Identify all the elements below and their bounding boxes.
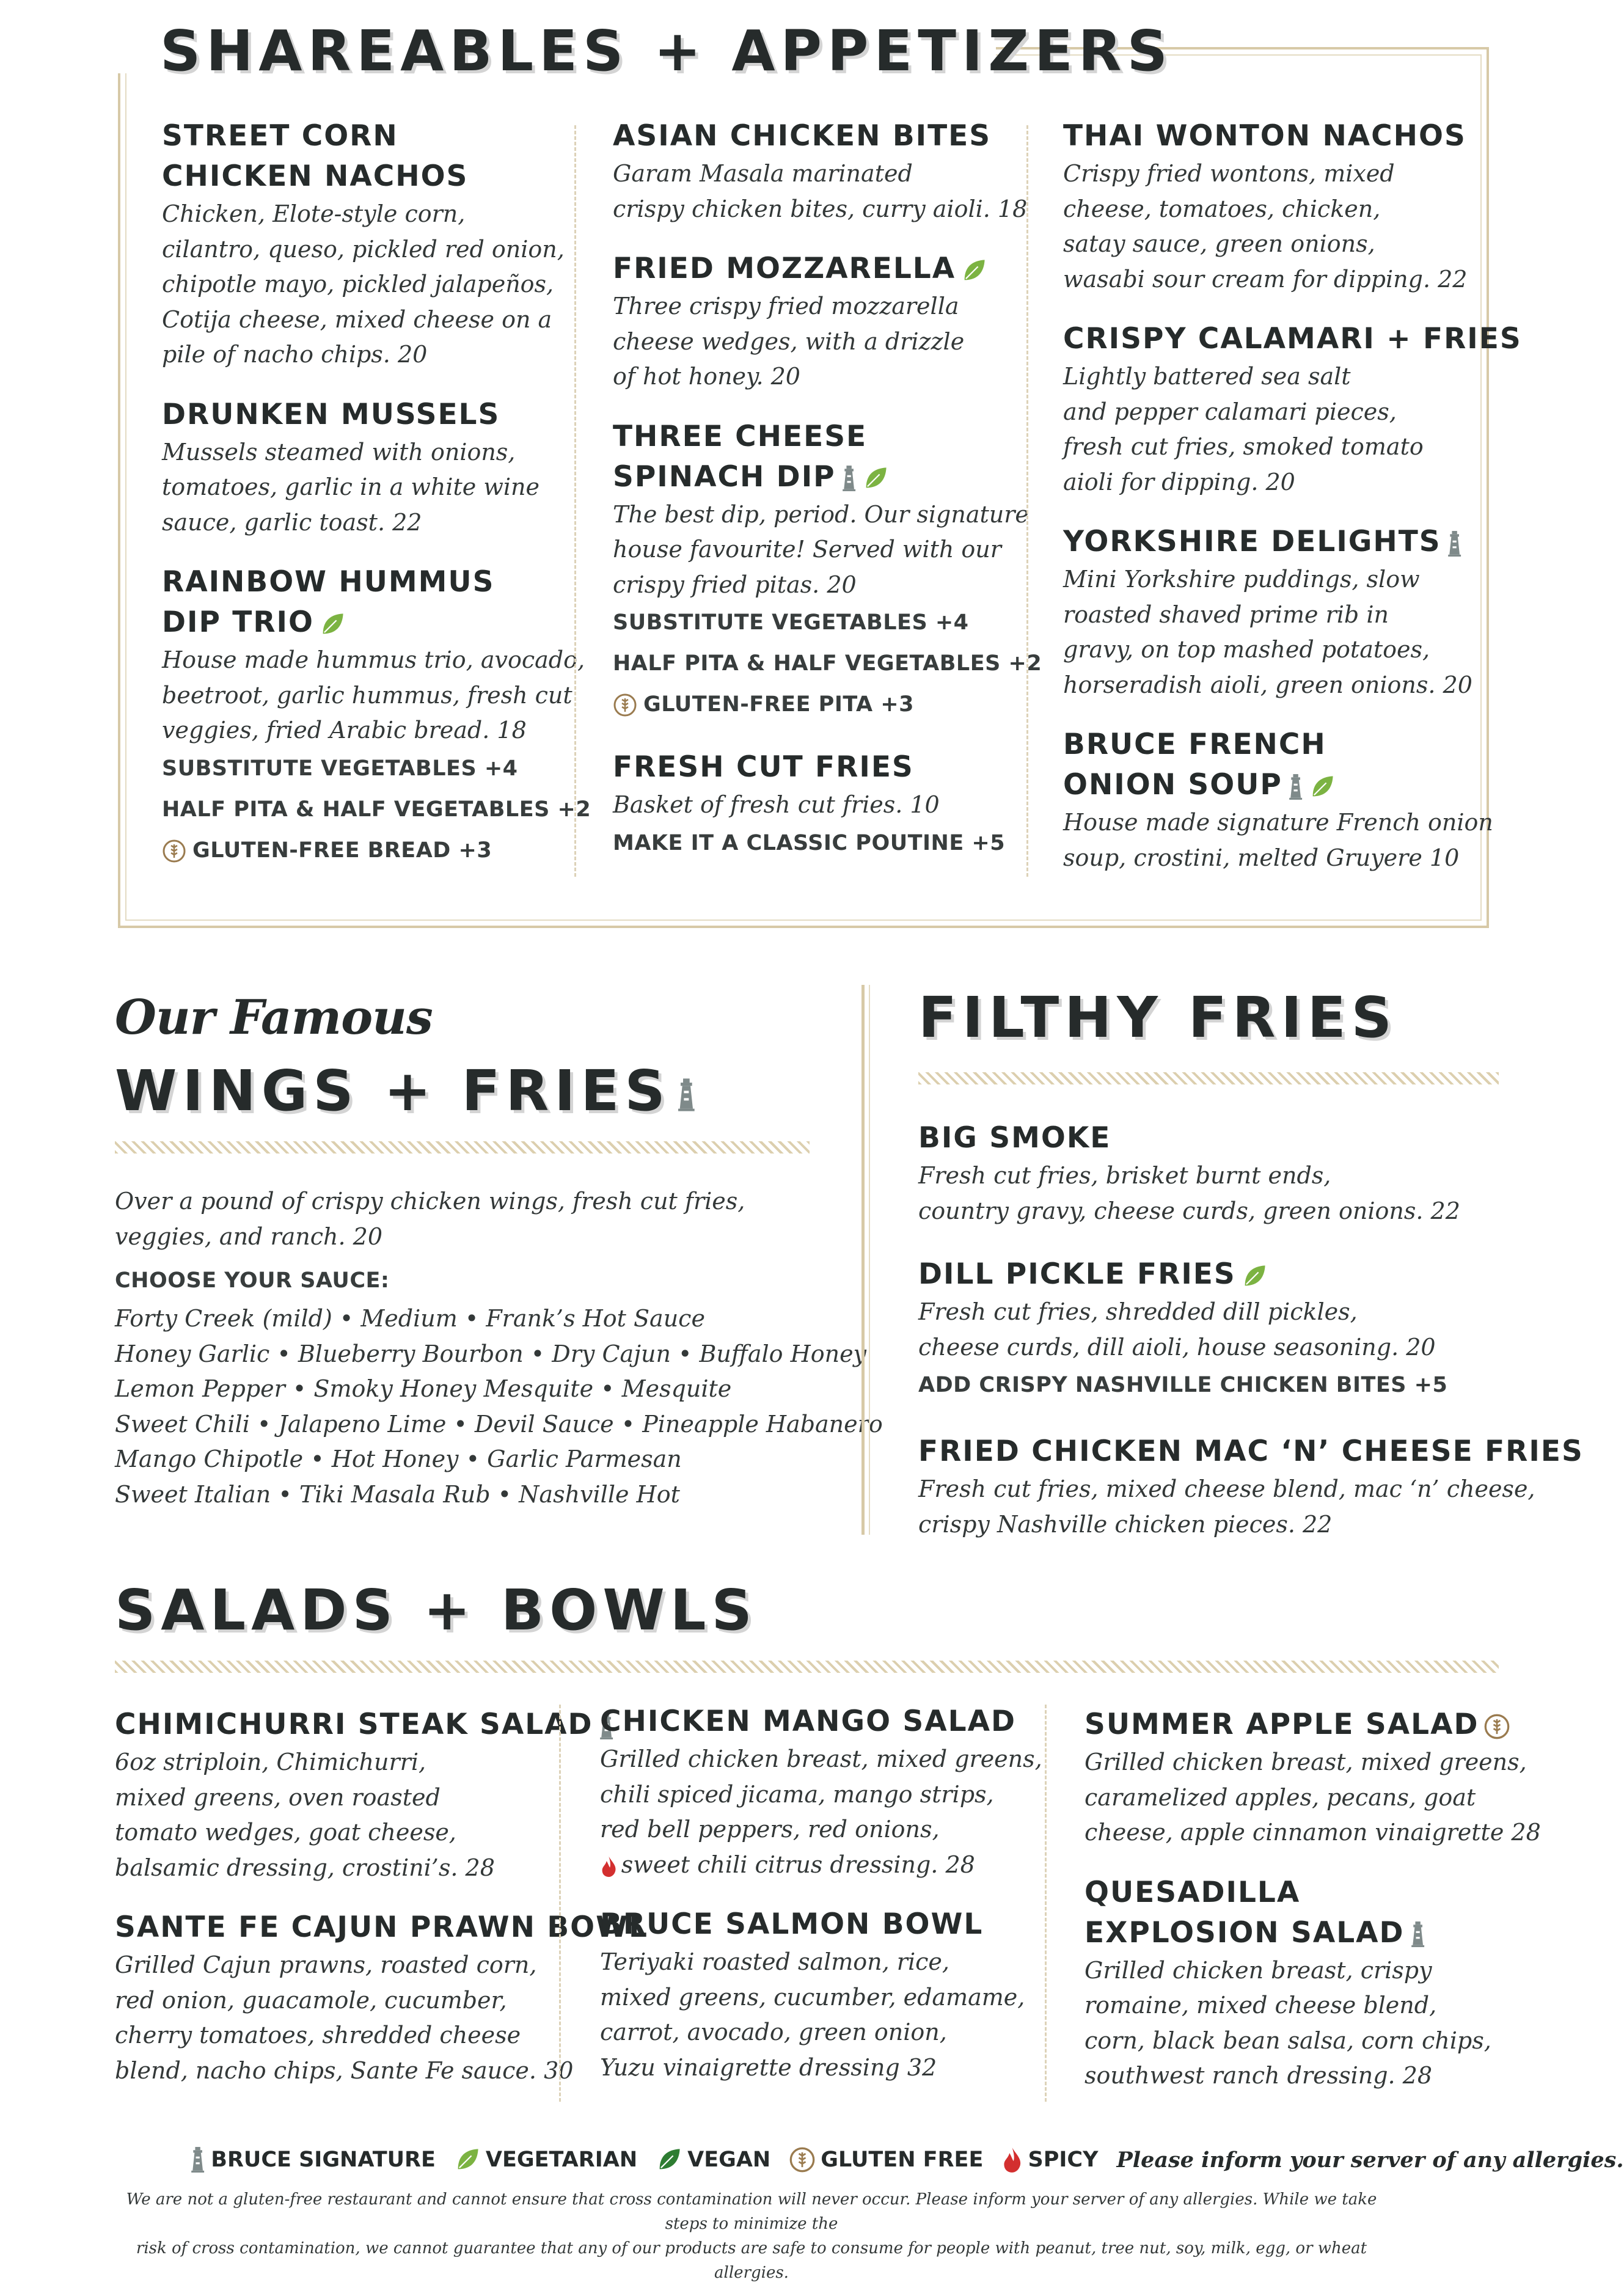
menu-item — [115, 1705, 648, 1885]
menu-item — [918, 1118, 1584, 1229]
allergy-note: Please inform your server of any allergies. — [1116, 2147, 1624, 2173]
item-description: cherry tomatoes, shredded cheese — [115, 2022, 521, 2049]
bruce-signature-icon — [1287, 773, 1304, 800]
item-description: crispy Nashville chicken pieces. 22 — [918, 1510, 1333, 1538]
item-description: House made signature French onion — [1063, 809, 1493, 836]
item-title: DIP TRIO — [162, 602, 591, 643]
item-title: DILL PICKLE FRIES — [918, 1254, 1584, 1295]
item-addon: SUBSTITUTE VEGETABLES +4 — [162, 756, 518, 781]
item-description: 6oz striploin, Chimichurri, — [115, 1749, 426, 1775]
filthy-fries-column — [918, 1118, 1584, 1542]
item-description: soup, crostini, melted Gruyere 10 — [1063, 844, 1460, 871]
legend-item: GLUTEN FREE — [789, 2146, 983, 2173]
menu-item — [1063, 116, 1522, 297]
item-description: cheese, tomatoes, chicken, — [1063, 195, 1381, 222]
menu-item — [115, 1907, 648, 2088]
item-title: FRIED CHICKEN MAC ‘N’ CHEESE FRIES — [918, 1435, 1584, 1468]
item-description: chili spiced jicama, mango strips, — [600, 1780, 994, 1808]
item-title: YORKSHIRE DELIGHTS — [1063, 522, 1522, 562]
item-description: Cotija cheese, mixed cheese on a — [162, 305, 552, 333]
item-addon: MAKE IT A CLASSIC POUTINE +5 — [613, 830, 1006, 855]
menu-item — [613, 249, 1042, 395]
menu-item — [1084, 1873, 1541, 2094]
item-description: fresh cut fries, smoked tomato — [1063, 433, 1424, 460]
wings-description: veggies, and ranch. 20 — [115, 1223, 383, 1250]
item-description: red onion, guacamole, cucumber, — [115, 1986, 507, 2014]
sauce-list-line: Sweet Italian • Tiki Masala Rub • Nashville Hot — [115, 1480, 680, 1508]
item-description: satay sauce, green onions, — [1063, 230, 1375, 257]
wings-description: Over a pound of crispy chicken wings, fresh cut fries, — [115, 1188, 745, 1215]
item-description: Grilled chicken breast, crispy — [1084, 1956, 1432, 1984]
item-title: ONION SOUP — [1063, 765, 1522, 805]
legend-item: VEGETARIAN — [454, 2146, 637, 2173]
item-addon: HALF PITA & HALF VEGETABLES +2 — [613, 651, 1042, 676]
vegetarian-icon — [454, 2146, 481, 2173]
item-title: FRIED MOZZARELLA — [613, 249, 1042, 289]
menu-item — [162, 395, 591, 541]
item-title: BRUCE FRENCH — [1063, 728, 1326, 761]
item-description: corn, black bean salsa, corn chips, — [1084, 2027, 1491, 2054]
item-description: mixed greens, oven roasted — [115, 1783, 441, 1811]
item-description: Fresh cut fries, shredded dill pickles, — [918, 1298, 1358, 1325]
legend-item: SPICY — [1001, 2146, 1098, 2173]
spicy-icon — [600, 1855, 618, 1877]
item-description: gravy, on top mashed potatoes, — [1063, 636, 1430, 663]
item-description: pile of nacho chips. 20 — [162, 341, 428, 368]
item-title: DRUNKEN MUSSELS — [162, 397, 500, 431]
item-description: crispy fried pitas. 20 — [613, 571, 857, 598]
item-description: southwest ranch dressing. 28 — [1084, 2062, 1433, 2089]
item-description: Grilled Cajun prawns, roasted corn, — [115, 1951, 537, 1978]
salads-column-3 — [1084, 1705, 1541, 2094]
item-description: cheese curds, dill aioli, house seasoning. 20 — [918, 1333, 1436, 1361]
item-description: carrot, avocado, green onion, — [600, 2019, 947, 2046]
item-description: veggies, fried Arabic bread. 18 — [162, 717, 527, 744]
item-description: crispy chicken bites, curry aioli. 18 — [613, 195, 1028, 222]
gluten-free-icon — [789, 2146, 816, 2173]
menu-item — [613, 116, 1042, 227]
item-addon: GLUTEN-FREE PITA +3 — [613, 684, 1042, 725]
salads-column-2 — [600, 1702, 1042, 2085]
item-title: THREE CHEESE — [613, 419, 868, 453]
item-description: mixed greens, cucumber, edamame, — [600, 1983, 1025, 2011]
item-description: horseradish aioli, green onions. 20 — [1063, 671, 1472, 698]
item-description: cheese, apple cinnamon vinaigrette 28 — [1084, 1819, 1541, 1846]
salads-column-1 — [115, 1705, 648, 2088]
item-description: Basket of fresh cut fries. 10 — [613, 791, 940, 818]
bruce-signature-icon — [676, 1078, 697, 1112]
item-description: of hot honey. 20 — [613, 363, 800, 390]
appetizers-column-2 — [613, 116, 1042, 864]
gluten-free-icon — [162, 839, 186, 863]
section-title-appetizers: SHAREABLES + APPETIZERS — [160, 18, 1173, 84]
bruce-signature-icon — [189, 2146, 206, 2173]
item-description: Garam Masala marinated — [613, 160, 913, 187]
gluten-free-icon — [613, 693, 637, 717]
item-description: Mini Yorkshire puddings, slow — [1063, 566, 1420, 593]
item-description: Grilled chicken breast, mixed greens, — [600, 1746, 1042, 1772]
item-description: sauce, garlic toast. 22 — [162, 508, 422, 536]
item-description: house favourite! Served with our — [613, 536, 1001, 563]
sauce-list-line: Sweet Chili • Jalapeno Lime • Devil Sauce • Pineapple Habanero — [115, 1410, 883, 1438]
item-title: CHICKEN NACHOS — [162, 159, 469, 193]
item-description: and pepper calamari pieces, — [1063, 398, 1397, 425]
item-title: QUESADILLA — [1084, 1875, 1301, 1909]
item-title: BIG SMOKE — [918, 1121, 1111, 1155]
item-description: sweet chili citrus dressing. 28 — [600, 1848, 1042, 1883]
menu-item — [1063, 319, 1522, 500]
item-addon: ADD CRISPY NASHVILLE CHICKEN BITES +5 — [918, 1373, 1448, 1397]
item-description: Yuzu vinaigrette dressing 32 — [600, 2053, 937, 2081]
menu-item — [1063, 522, 1522, 703]
item-title: THAI WONTON NACHOS — [1063, 119, 1466, 153]
item-addon: SUBSTITUTE VEGETABLES +4 — [613, 610, 969, 635]
sauce-list-line: Honey Garlic • Blueberry Bourbon • Dry Cajun • Buffalo Honey — [115, 1340, 867, 1367]
legend-item: VEGAN — [656, 2146, 770, 2173]
bruce-signature-icon — [1446, 530, 1463, 557]
item-title: RAINBOW HUMMUS — [162, 565, 495, 599]
item-description: roasted shaved prime rib in — [1063, 601, 1389, 628]
menu-item — [600, 1904, 1042, 2085]
item-description: caramelized apples, pecans, goat — [1084, 1783, 1476, 1811]
menu-item — [918, 1431, 1584, 1542]
item-title: CHIMICHURRI STEAK SALAD — [115, 1705, 648, 1745]
bruce-signature-icon — [841, 465, 857, 492]
item-description: Crispy fried wontons, mixed — [1063, 160, 1395, 187]
item-title: STREET CORN — [162, 119, 398, 153]
item-addon: GLUTEN-FREE BREAD +3 — [162, 830, 591, 871]
bruce-signature-icon — [1410, 1921, 1426, 1948]
item-title: CHICKEN MANGO SALAD — [600, 1705, 1016, 1738]
item-description: Three crispy fried mozzarella — [613, 293, 959, 320]
item-description: The best dip, period. Our signature — [613, 500, 1029, 528]
item-description: tomatoes, garlic in a white wine — [162, 473, 540, 500]
item-description: wasabi sour cream for dipping. 22 — [1063, 265, 1468, 293]
item-title: CRISPY CALAMARI + FRIES — [1063, 322, 1522, 356]
item-title: BRUCE SALMON BOWL — [600, 1907, 984, 1941]
icon-legend — [189, 2141, 1624, 2178]
item-description: cheese wedges, with a drizzle — [613, 327, 965, 355]
item-description: Teriyaki roasted salmon, rice, — [600, 1948, 949, 1975]
vegetarian-icon — [1309, 773, 1336, 800]
section-title-wings: WINGS + FRIES — [115, 1063, 697, 1119]
gluten-free-icon — [1483, 1713, 1510, 1740]
menu-item — [613, 747, 1042, 864]
menu-item — [162, 562, 591, 871]
menu-item — [613, 417, 1042, 726]
item-description: blend, nacho chips, Sante Fe sauce. 30 — [115, 2056, 574, 2084]
vegetarian-icon — [960, 257, 987, 284]
item-title: FRESH CUT FRIES — [613, 750, 914, 784]
vegetarian-icon — [862, 465, 889, 492]
appetizers-column-3 — [1063, 116, 1522, 876]
item-addon: HALF PITA & HALF VEGETABLES +2 — [162, 797, 591, 822]
vegetarian-icon — [1241, 1263, 1268, 1290]
item-description: Chicken, Elote-style corn, — [162, 200, 466, 227]
menu-item — [600, 1702, 1042, 1882]
menu-item — [918, 1254, 1584, 1406]
item-description: House made hummus trio, avocado, — [162, 646, 585, 673]
vegetarian-icon — [319, 611, 346, 638]
item-title: SANTE FE CAJUN PRAWN BOWL — [115, 1910, 648, 1944]
item-description: Fresh cut fries, mixed cheese blend, mac ‘n’ cheese, — [918, 1475, 1535, 1502]
item-description: cilantro, queso, pickled red onion, — [162, 235, 565, 263]
sauce-list-line: Lemon Pepper • Smoky Honey Mesquite • Mesquite — [115, 1375, 732, 1402]
vegan-icon — [656, 2146, 682, 2173]
item-title: SPINACH DIP — [613, 457, 1042, 497]
disclaimer: We are not a gluten-free restaurant and cannot ensure that cross contamination will never occur. Please inform your server of any allergies. While we take steps to minimize the risk of cross contamination, we cannot guarantee that any of our products are safe to consume for people with peanut, tree nut, soy, milk, egg, or wheat allergies. — [126, 2190, 1377, 2282]
menu-item — [162, 116, 591, 373]
item-description: Fresh cut fries, brisket burnt ends, — [918, 1162, 1331, 1189]
item-description: aioli for dipping. 20 — [1063, 468, 1295, 495]
wings-body — [115, 1184, 883, 1512]
item-description: Mussels steamed with onions, — [162, 438, 516, 466]
legend-item: BRUCE SIGNATURE — [189, 2146, 436, 2173]
section-title-salads: SALADS + BOWLS — [115, 1578, 758, 1643]
item-description: Grilled chicken breast, mixed greens, — [1084, 1749, 1527, 1775]
item-title: SUMMER APPLE SALAD — [1084, 1705, 1541, 1745]
item-description: country gravy, cheese curds, green onions. 22 — [918, 1197, 1460, 1224]
item-description: romaine, mixed cheese blend, — [1084, 1992, 1437, 2019]
sauce-list-line: Forty Creek (mild) • Medium • Frank’s Hot Sauce — [115, 1305, 705, 1332]
menu-item — [1063, 725, 1522, 876]
sauce-list-line: Mango Chipotle • Hot Honey • Garlic Parmesan — [115, 1446, 682, 1472]
sauce-label: CHOOSE YOUR SAUCE: — [115, 1268, 390, 1293]
wings-script-title: Our Famous — [115, 990, 433, 1045]
section-title-filthy-fries: FILTHY FRIES — [918, 985, 1397, 1050]
item-description: tomato wedges, goat cheese, — [115, 1819, 456, 1846]
item-title: ASIAN CHICKEN BITES — [613, 119, 992, 153]
item-description: chipotle mayo, pickled jalapeños, — [162, 271, 554, 298]
item-description: balsamic dressing, crostini’s. 28 — [115, 1854, 495, 1881]
menu-item — [1084, 1705, 1541, 1851]
item-description: Lightly battered sea salt — [1063, 363, 1351, 390]
appetizers-column-1 — [162, 116, 591, 871]
item-title: EXPLOSION SALAD — [1084, 1913, 1541, 1953]
item-description: red bell peppers, red onions, — [600, 1816, 940, 1843]
spicy-icon — [1001, 2146, 1023, 2173]
item-description: beetroot, garlic hummus, fresh cut — [162, 681, 572, 709]
